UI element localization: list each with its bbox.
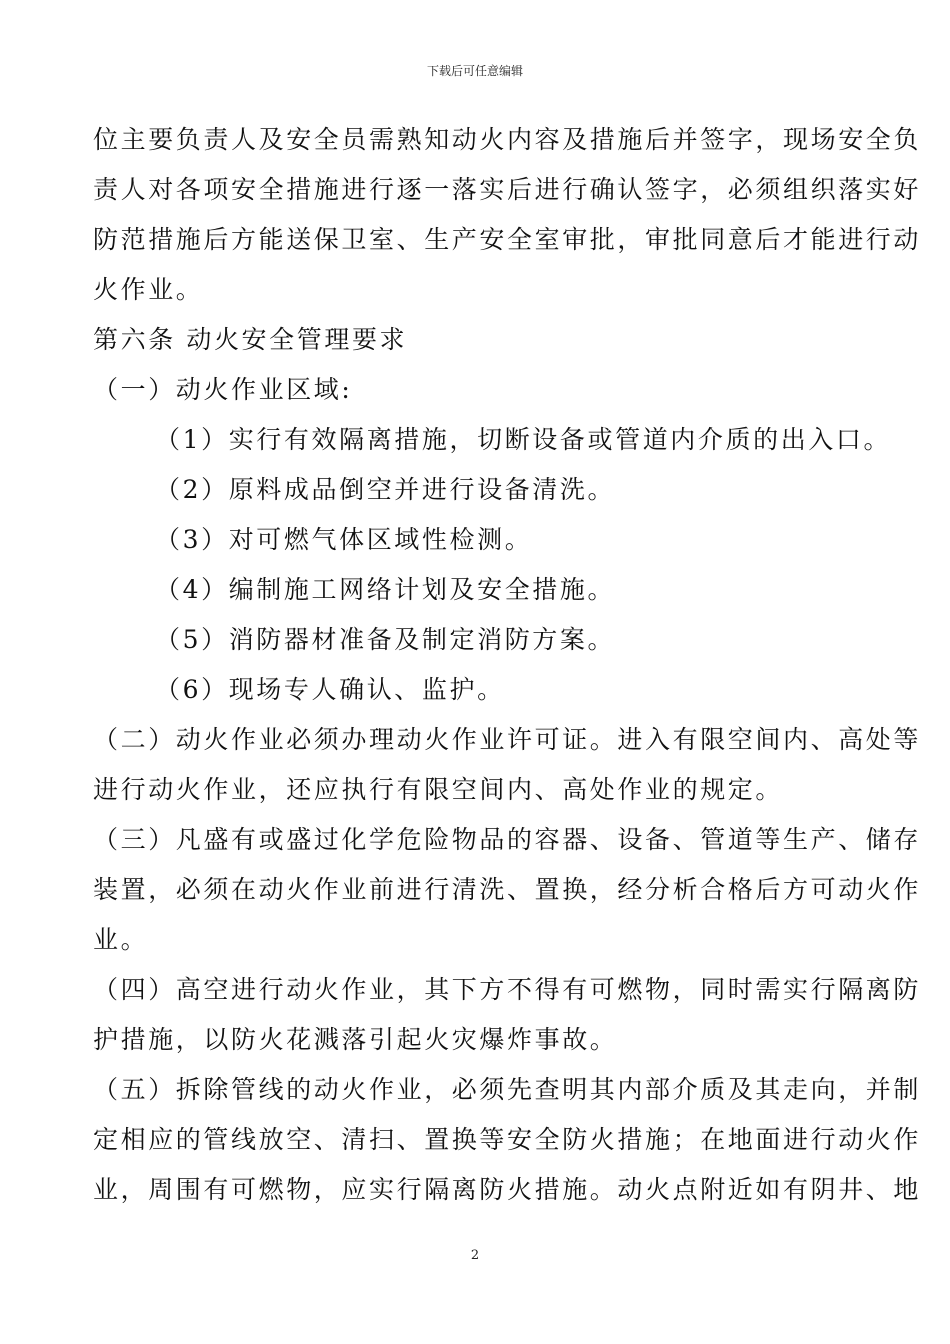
paragraph-line: 护措施，以防火花溅落引起火灾爆炸事故。 <box>93 1025 618 1054</box>
paragraph-line: （四）高空进行动火作业，其下方不得有可燃物，同时需实行隔离防 <box>93 975 922 1004</box>
paragraph-line: 进行动火作业，还应执行有限空间内、高处作业的规定。 <box>93 775 784 804</box>
list-item: （2）原料成品倒空并进行设备清洗。 <box>155 475 616 504</box>
page-number: 2 <box>470 1248 480 1263</box>
paragraph-line: 位主要负责人及安全员需熟知动火内容及措施后并签字，现场安全负 <box>93 125 922 154</box>
paragraph-line: 防范措施后方能送保卫室、生产安全室审批，审批同意后才能进行动 <box>93 225 922 254</box>
subsection-heading: （一）动火作业区域: <box>93 375 353 404</box>
list-item: （4）编制施工网络计划及安全措施。 <box>155 575 616 604</box>
list-item: （5）消防器材准备及制定消防方案。 <box>155 625 616 654</box>
paragraph-line: 责人对各项安全措施进行逐一落实后进行确认签字，必须组织落实好 <box>93 175 922 204</box>
document-body <box>93 125 922 1227</box>
list-item: （1）实行有效隔离措施，切断设备或管道内介质的出入口。 <box>155 425 892 454</box>
paragraph-line: （三）凡盛有或盛过化学危险物品的容器、设备、管道等生产、储存 <box>93 825 922 854</box>
list-item: （3）对可燃气体区域性检测。 <box>155 525 533 554</box>
paragraph-line: 装置，必须在动火作业前进行清洗、置换，经分析合格后方可动火作 <box>93 875 922 904</box>
page-header: 下载后可任意编辑 <box>426 64 523 78</box>
paragraph-line: （二）动火作业必须办理动火作业许可证。进入有限空间内、高处等 <box>93 725 922 754</box>
paragraph-line: 火作业。 <box>93 275 204 304</box>
paragraph-line: （五）拆除管线的动火作业，必须先查明其内部介质及其走向，并制 <box>93 1075 922 1104</box>
list-item: （6）现场专人确认、监护。 <box>155 675 505 704</box>
section-heading: 第六条 动火安全管理要求 <box>93 325 408 354</box>
paragraph-line: 业。 <box>93 925 149 954</box>
paragraph-line: 定相应的管线放空、清扫、置换等安全防火措施；在地面进行动火作 <box>93 1125 922 1154</box>
paragraph-line: 业，周围有可燃物，应实行隔离防火措施。动火点附近如有阴井、地 <box>93 1175 922 1204</box>
